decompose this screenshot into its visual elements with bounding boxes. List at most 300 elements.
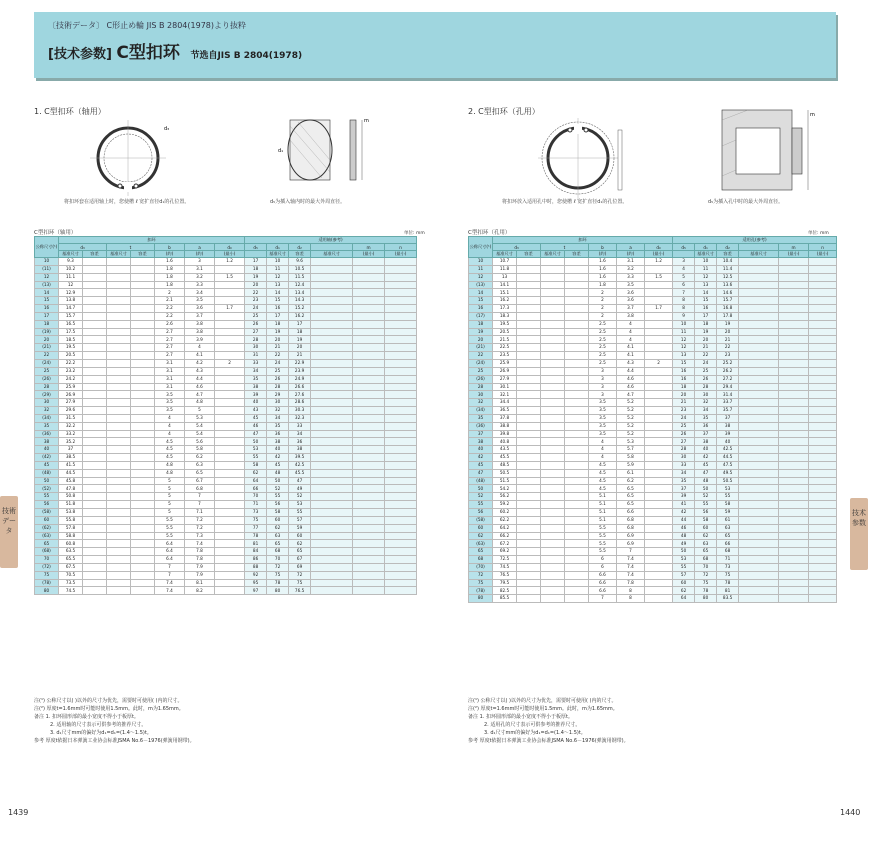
left-cell: 65.5 <box>59 556 83 564</box>
left-cell: 29 <box>267 391 289 399</box>
runit-head-9: 容差 <box>717 251 739 258</box>
right-row <box>469 454 837 462</box>
left-cell: 3.8 <box>185 328 215 336</box>
left-cell <box>107 485 131 493</box>
left-cell <box>83 516 107 524</box>
right-cell <box>565 297 589 305</box>
right-cell <box>809 579 837 587</box>
left-cell <box>83 367 107 375</box>
left-cell <box>385 532 417 540</box>
left-cell: 3.1 <box>155 383 185 391</box>
right-row <box>469 524 837 532</box>
right-cell <box>565 461 589 469</box>
right-cell <box>565 446 589 454</box>
left-cell <box>385 297 417 305</box>
left-cell <box>311 532 353 540</box>
right-cell: 14.1 <box>493 281 517 289</box>
left-cell <box>215 469 245 477</box>
right-cell: 54.2 <box>493 485 517 493</box>
right-cell: 66 <box>717 540 739 548</box>
left-cell: 42 <box>267 454 289 462</box>
left-cell <box>83 305 107 313</box>
right-cell: 3.8 <box>617 312 645 320</box>
right-cell <box>565 367 589 375</box>
right-cell <box>565 501 589 509</box>
left-cell: 5.3 <box>185 414 215 422</box>
right-cell: 2.5 <box>589 344 617 352</box>
right-cell <box>739 571 779 579</box>
right-cell <box>645 540 673 548</box>
left-cell: 2.2 <box>155 312 185 320</box>
right-cell: 6.1 <box>617 469 645 477</box>
right-cell: 27.9 <box>493 375 517 383</box>
left-cell: 40 <box>35 446 59 454</box>
left-cell <box>385 305 417 313</box>
right-cell <box>779 383 809 391</box>
right-cell: 20.5 <box>493 328 517 336</box>
right-cell: 3.7 <box>617 305 645 313</box>
right-cell <box>645 509 673 517</box>
left-cell <box>215 407 245 415</box>
right-cell <box>779 587 809 595</box>
right-cell: 1.7 <box>645 305 673 313</box>
left-cell: 45.8 <box>59 477 83 485</box>
rcol-d5: d₅ <box>673 244 695 251</box>
right-cell: 11 <box>673 328 695 336</box>
left-cell: 6.8 <box>185 485 215 493</box>
right-cell <box>809 344 837 352</box>
right-cell: 47.5 <box>717 461 739 469</box>
right-cell <box>645 265 673 273</box>
left-cell: 26 <box>245 320 267 328</box>
left-cell <box>353 524 385 532</box>
svg-text:m: m <box>364 118 369 124</box>
right-cell: 17.3 <box>493 305 517 313</box>
right-cell: 18 <box>673 383 695 391</box>
right-cell <box>565 454 589 462</box>
left-cell <box>107 548 131 556</box>
left-cell <box>215 344 245 352</box>
left-cell <box>385 320 417 328</box>
left-cell <box>215 532 245 540</box>
right-cell <box>645 516 673 524</box>
left-cell: 88 <box>245 563 267 571</box>
left-cell: 4.4 <box>185 375 215 383</box>
left-cell <box>131 344 155 352</box>
right-cell <box>645 336 673 344</box>
right-cell: 59 <box>717 509 739 517</box>
right-cell <box>809 289 837 297</box>
right-cell: (34) <box>469 407 493 415</box>
left-cell <box>107 571 131 579</box>
right-cell <box>517 556 541 564</box>
right-cell <box>645 485 673 493</box>
right-cell <box>809 524 837 532</box>
left-cell: (26) <box>35 375 59 383</box>
right-cell <box>809 383 837 391</box>
left-fig1-caption: 将扣环套在适用轴上时，您使槽 ℓ 宽扩直径d₁的孔位置。 <box>64 199 190 205</box>
left-cell <box>311 399 353 407</box>
right-cell: 6.9 <box>617 532 645 540</box>
left-cell: 2 <box>155 289 185 297</box>
right-cell <box>565 509 589 517</box>
left-cell: 38 <box>245 383 267 391</box>
left-cell: 25 <box>245 312 267 320</box>
right-cell <box>645 563 673 571</box>
right-cell <box>809 414 837 422</box>
left-cell: 84 <box>245 548 267 556</box>
left-cell <box>353 289 385 297</box>
col-b: b <box>155 244 185 251</box>
left-cell: 70 <box>267 556 289 564</box>
left-cell: 14.3 <box>289 297 311 305</box>
right-cell <box>809 485 837 493</box>
left-cell: 8.2 <box>185 587 215 595</box>
right-row <box>469 391 837 399</box>
right-cell <box>739 367 779 375</box>
right-section-title: 2. C型扣环（孔用） <box>468 107 540 116</box>
right-cell: 81 <box>717 587 739 595</box>
right-cell <box>565 328 589 336</box>
left-cell <box>83 454 107 462</box>
right-cell: 3.5 <box>589 399 617 407</box>
left-cell <box>353 446 385 454</box>
left-note-6: 参考 厚度t依据日本弹簧工业协会标准JSMA No.6－1976(弹簧用钢带)。 <box>34 738 195 744</box>
left-cell <box>353 305 385 313</box>
left-cell <box>107 446 131 454</box>
right-cell <box>779 352 809 360</box>
left-cell: 55 <box>289 509 311 517</box>
right-cell: 19.5 <box>493 320 517 328</box>
right-cell <box>779 493 809 501</box>
right-cell: 5.5 <box>589 540 617 548</box>
left-cell <box>311 352 353 360</box>
left-cell: 33 <box>289 422 311 430</box>
right-cell <box>645 367 673 375</box>
right-cell <box>645 328 673 336</box>
right-cell <box>565 414 589 422</box>
left-cell: 5.5 <box>155 524 185 532</box>
right-cell <box>517 328 541 336</box>
right-row <box>469 556 837 564</box>
right-cell <box>739 469 779 477</box>
left-cell: 4.7 <box>185 391 215 399</box>
left-cell: 27.9 <box>59 399 83 407</box>
left-cell: 14.7 <box>59 305 83 313</box>
left-cell <box>353 359 385 367</box>
left-cell <box>83 281 107 289</box>
right-cell <box>739 305 779 313</box>
right-cell <box>809 336 837 344</box>
left-cell: 36 <box>267 430 289 438</box>
right-cell <box>645 469 673 477</box>
right-cell <box>541 265 565 273</box>
left-cell <box>107 407 131 415</box>
left-cell: 47 <box>245 430 267 438</box>
right-cell: 78 <box>695 587 717 595</box>
left-cell: 5.6 <box>185 438 215 446</box>
left-cell: 3.6 <box>185 305 215 313</box>
right-cell: 9 <box>673 312 695 320</box>
left-cell <box>385 430 417 438</box>
right-cell <box>645 422 673 430</box>
right-cell <box>809 454 837 462</box>
left-cell <box>83 556 107 564</box>
left-cell: 4.5 <box>155 454 185 462</box>
left-cell: 1.8 <box>155 273 185 281</box>
left-cell: 63 <box>267 532 289 540</box>
right-cell <box>565 587 589 595</box>
left-cell: 40 <box>267 446 289 454</box>
right-cell: 26 <box>695 375 717 383</box>
left-cell <box>131 297 155 305</box>
header-prefix: [技术参数] <box>48 47 112 62</box>
right-fig2-caption: d₅为插入孔中时的最大外周直径。 <box>708 199 784 205</box>
right-cell: 37.8 <box>493 414 517 422</box>
right-cell: 7.4 <box>617 556 645 564</box>
right-cell <box>645 454 673 462</box>
right-cell: 40 <box>717 438 739 446</box>
left-fig2-caption: d₅为插入轴内时的最大外周直径。 <box>270 199 346 205</box>
left-row <box>35 407 417 415</box>
right-cell: 5.1 <box>589 516 617 524</box>
left-cell: 55 <box>267 493 289 501</box>
left-cell: 17 <box>35 312 59 320</box>
right-cell <box>645 524 673 532</box>
right-cell: 11 <box>695 265 717 273</box>
left-row <box>35 352 417 360</box>
left-cell <box>385 524 417 532</box>
right-cell: 73 <box>717 563 739 571</box>
left-cell: 16 <box>267 305 289 313</box>
right-cell <box>739 265 779 273</box>
left-cell <box>131 430 155 438</box>
left-cell <box>131 352 155 360</box>
right-cell: 1.8 <box>589 281 617 289</box>
right-cell <box>517 477 541 485</box>
right-cell: 14 <box>469 289 493 297</box>
left-cell: 47.8 <box>59 485 83 493</box>
left-cell: 7 <box>155 571 185 579</box>
right-cell: 2 <box>645 359 673 367</box>
right-cell <box>739 258 779 266</box>
right-cell: 20 <box>673 391 695 399</box>
right-cell <box>565 571 589 579</box>
left-cell: 5 <box>155 501 185 509</box>
right-cell <box>809 516 837 524</box>
unit-head-3: 容差 <box>131 251 155 258</box>
left-cell: 74.5 <box>59 587 83 595</box>
left-cell: 64 <box>245 477 267 485</box>
right-cell <box>779 407 809 415</box>
left-cell <box>385 265 417 273</box>
right-cell: 56.2 <box>493 493 517 501</box>
right-cell <box>779 399 809 407</box>
left-cell: 26 <box>267 375 289 383</box>
left-cell: 7.4 <box>155 587 185 595</box>
right-cell: 15 <box>469 297 493 305</box>
right-cell: 1.6 <box>589 265 617 273</box>
runit-head-11: (最小) <box>779 251 809 258</box>
right-cell: 62 <box>695 532 717 540</box>
right-cell: 79.5 <box>493 579 517 587</box>
left-cell: 32.3 <box>289 414 311 422</box>
right-cell <box>809 312 837 320</box>
right-cell: 1.6 <box>589 258 617 266</box>
col-m: m <box>353 244 385 251</box>
col-d0: d₀ <box>215 244 245 251</box>
right-cell <box>645 493 673 501</box>
right-cell <box>739 548 779 556</box>
left-cell: 3.5 <box>185 297 215 305</box>
right-cell: 6.6 <box>589 579 617 587</box>
left-cell: 4.8 <box>155 469 185 477</box>
right-row <box>469 407 837 415</box>
left-row <box>35 297 417 305</box>
left-cell <box>107 258 131 266</box>
left-cell <box>215 383 245 391</box>
left-cell: 75 <box>35 571 59 579</box>
right-cell: 6.9 <box>617 540 645 548</box>
right-cell <box>517 344 541 352</box>
right-cell: 12 <box>469 273 493 281</box>
left-cell: 69 <box>289 563 311 571</box>
right-cell: 4.5 <box>589 461 617 469</box>
left-cell: 60 <box>267 516 289 524</box>
right-cell <box>645 477 673 485</box>
left-cell: 73 <box>245 509 267 517</box>
right-cell <box>565 532 589 540</box>
left-row <box>35 383 417 391</box>
right-cell <box>739 399 779 407</box>
right-cell <box>739 501 779 509</box>
right-cell <box>779 524 809 532</box>
left-cell: 5 <box>155 493 185 501</box>
right-cell: 34.4 <box>493 399 517 407</box>
left-cell <box>215 509 245 517</box>
right-row <box>469 281 837 289</box>
right-cell: 66.2 <box>493 532 517 540</box>
left-cell <box>131 516 155 524</box>
left-cell: 56 <box>35 501 59 509</box>
left-cell: 22.9 <box>289 359 311 367</box>
right-cell: 82.5 <box>493 587 517 595</box>
left-row <box>35 477 417 485</box>
right-cell <box>541 509 565 517</box>
left-cell <box>83 414 107 422</box>
right-row <box>469 485 837 493</box>
right-cell <box>779 258 809 266</box>
left-cell <box>353 297 385 305</box>
left-cell <box>83 336 107 344</box>
right-cell: 4.7 <box>617 391 645 399</box>
left-cell <box>215 485 245 493</box>
left-cell <box>215 438 245 446</box>
right-cell: (36) <box>469 422 493 430</box>
right-cell: 5.2 <box>617 430 645 438</box>
left-cell: 12 <box>35 273 59 281</box>
left-cell <box>311 265 353 273</box>
left-row <box>35 493 417 501</box>
right-cell: 8 <box>673 297 695 305</box>
left-cell <box>215 587 245 595</box>
left-cell: 19 <box>267 328 289 336</box>
left-row <box>35 289 417 297</box>
left-cell <box>311 571 353 579</box>
right-cell: 65 <box>717 532 739 540</box>
right-cell: 58 <box>717 501 739 509</box>
left-cell <box>131 438 155 446</box>
right-cell: 22 <box>469 352 493 360</box>
left-cell: 38 <box>267 438 289 446</box>
left-cell <box>353 532 385 540</box>
right-cell <box>541 493 565 501</box>
right-cell <box>779 579 809 587</box>
right-cell: 33.7 <box>717 399 739 407</box>
right-cell: 6.8 <box>617 524 645 532</box>
right-row <box>469 438 837 446</box>
left-cell <box>353 344 385 352</box>
left-cell: (48) <box>35 469 59 477</box>
right-cell: 10 <box>673 320 695 328</box>
left-cell <box>83 273 107 281</box>
svg-text:m: m <box>810 112 815 118</box>
left-cell: 40 <box>245 399 267 407</box>
right-cell <box>565 407 589 415</box>
left-cell: 41.5 <box>59 461 83 469</box>
right-row <box>469 477 837 485</box>
right-cell: 68 <box>717 548 739 556</box>
left-cell <box>311 297 353 305</box>
left-cell <box>353 579 385 587</box>
right-cell: 3.2 <box>617 265 645 273</box>
right-cell <box>739 485 779 493</box>
right-cell <box>541 595 565 603</box>
left-cell <box>131 383 155 391</box>
right-cell <box>541 461 565 469</box>
right-cell: 60.2 <box>493 509 517 517</box>
left-cell <box>311 258 353 266</box>
left-cell: (19) <box>35 328 59 336</box>
right-row <box>469 297 837 305</box>
right-cell <box>809 438 837 446</box>
left-cell: 38 <box>289 446 311 454</box>
left-cell: 7.9 <box>185 571 215 579</box>
right-cell: 2 <box>589 312 617 320</box>
left-cell: 30.3 <box>289 407 311 415</box>
right-cell <box>645 391 673 399</box>
right-row <box>469 509 837 517</box>
left-cell <box>311 430 353 438</box>
left-cell <box>83 359 107 367</box>
left-cell: 31 <box>245 352 267 360</box>
right-cell: 7.4 <box>617 571 645 579</box>
left-cell <box>131 320 155 328</box>
left-cell <box>311 493 353 501</box>
right-cell: 63 <box>695 540 717 548</box>
right-cell: 39 <box>717 430 739 438</box>
right-cell: 4.1 <box>617 344 645 352</box>
left-row <box>35 344 417 352</box>
right-cell <box>809 258 837 266</box>
hole-ring-table-body <box>469 258 837 603</box>
right-cell: 33 <box>673 461 695 469</box>
right-cell: 38 <box>469 438 493 446</box>
right-cell: 80 <box>469 595 493 603</box>
right-cell: 10 <box>469 258 493 266</box>
left-cell <box>131 493 155 501</box>
left-cell <box>385 469 417 477</box>
